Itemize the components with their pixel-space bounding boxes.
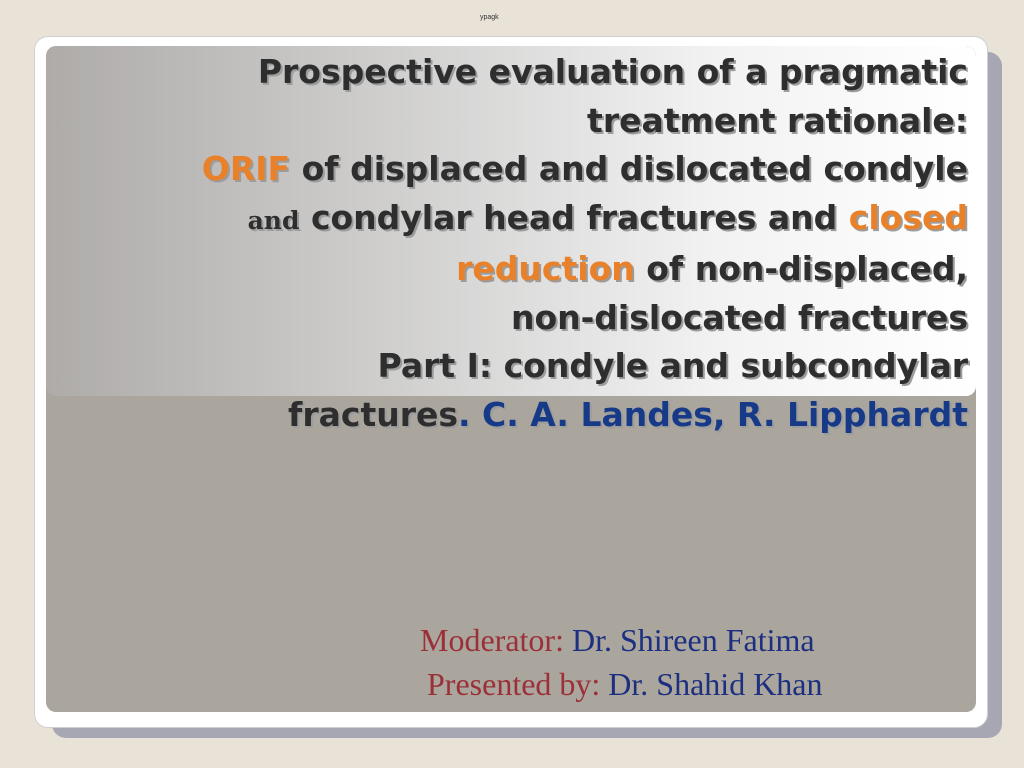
title-line-3-rest: of displaced and dislocated condyle bbox=[290, 149, 968, 188]
presenter-row bbox=[420, 662, 940, 706]
title-line-8 bbox=[50, 391, 968, 440]
presenter-label: Presented by: bbox=[427, 666, 601, 702]
watermark-text: ypagk bbox=[480, 14, 499, 21]
title-line-5 bbox=[50, 245, 968, 294]
title-line-1: Prospective evaluation of a pragmatic bbox=[257, 52, 968, 91]
presenter-block bbox=[420, 618, 940, 706]
title-line-7: Part I: condyle and subcondylar bbox=[377, 346, 968, 385]
moderator-row bbox=[420, 618, 940, 662]
title-line-2: treatment rationale: bbox=[587, 100, 968, 140]
presenter-name: Dr. Shahid Khan bbox=[600, 666, 823, 702]
title-line-3 bbox=[50, 145, 968, 194]
moderator-label: Moderator: bbox=[420, 622, 564, 658]
and-word: and bbox=[247, 205, 300, 235]
closed-highlight: closed bbox=[848, 197, 968, 237]
slide-title bbox=[50, 48, 968, 439]
title-line-5-rest: of non-displaced, bbox=[634, 249, 968, 288]
title-line-4 bbox=[50, 194, 968, 246]
moderator-name: Dr. Shireen Fatima bbox=[563, 622, 815, 658]
authors: . C. A. Landes, R. Lipphardt bbox=[458, 394, 968, 434]
orif-highlight: ORIF bbox=[201, 149, 291, 188]
title-line-6: non-dislocated fractures bbox=[510, 297, 968, 337]
title-line-8-start: fractures bbox=[287, 394, 459, 434]
title-line-4-mid: condylar head fractures and bbox=[299, 197, 849, 237]
reduction-highlight: reduction bbox=[456, 249, 635, 288]
